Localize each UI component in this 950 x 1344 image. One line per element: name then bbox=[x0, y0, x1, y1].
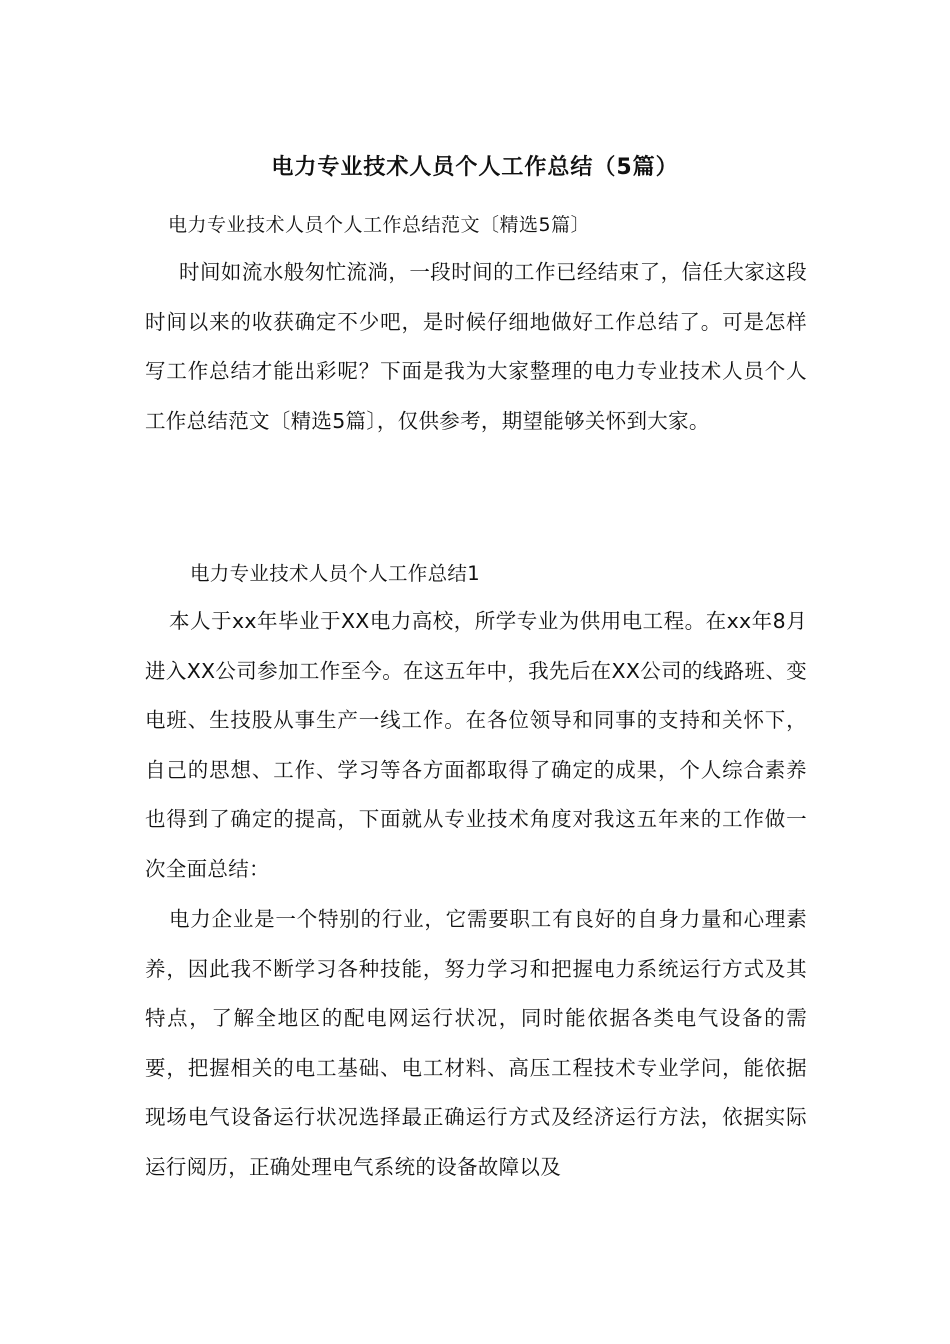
section-heading: 电力专业技术人员个人工作总结1 bbox=[190, 562, 480, 585]
body-paragraph: 电力企业是一个特别的行业，它需要职工有良好的自身力量和心理素养，因此我不断学习各种技能，努力学习和把握电力系统运行方式及其特点，了解全地区的配电网运行状况，同时能依据各类电气设备的需要，把握相关的电工基础、电工材料、高压工程技术专业学问，能依据现场电气设备运行状况选择最正确运行方式及经济运行方法，依据实际运行阅历，正确处理电气系统的设备故障以及 bbox=[145, 907, 807, 1179]
body-paragraph: 本人于xx年毕业于XX电力高校，所学专业为供用电工程。在xx年8月进入XX公司参加工作至今。在这五年中，我先后在XX公司的线路班、变电班、生技股从事生产一线工作。在各位领导和同事的支持和关怀下，自己的思想、工作、学习等各方面都取得了确定的成果，个人综合素养也得到了确定的提高，下面就从专业技术角度对我这五年来的工作做一次全面总结： bbox=[145, 609, 807, 881]
document-subtitle: 电力专业技术人员个人工作总结范文〔精选5篇〕 bbox=[168, 214, 591, 236]
document-title: 电力专业技术人员个人工作总结（5篇） bbox=[271, 155, 679, 180]
intro-paragraph: 时间如流水般匆忙流淌，一段时间的工作已经结束了，信任大家这段时间以来的收获确定不少吧，是时候仔细地做好工作总结了。可是怎样写工作总结才能出彩呢？下面是我为大家整理的电力专业技术人员个人工作总结范文〔精选5篇〕，仅供参考，期望能够关怀到大家。 bbox=[145, 260, 807, 433]
